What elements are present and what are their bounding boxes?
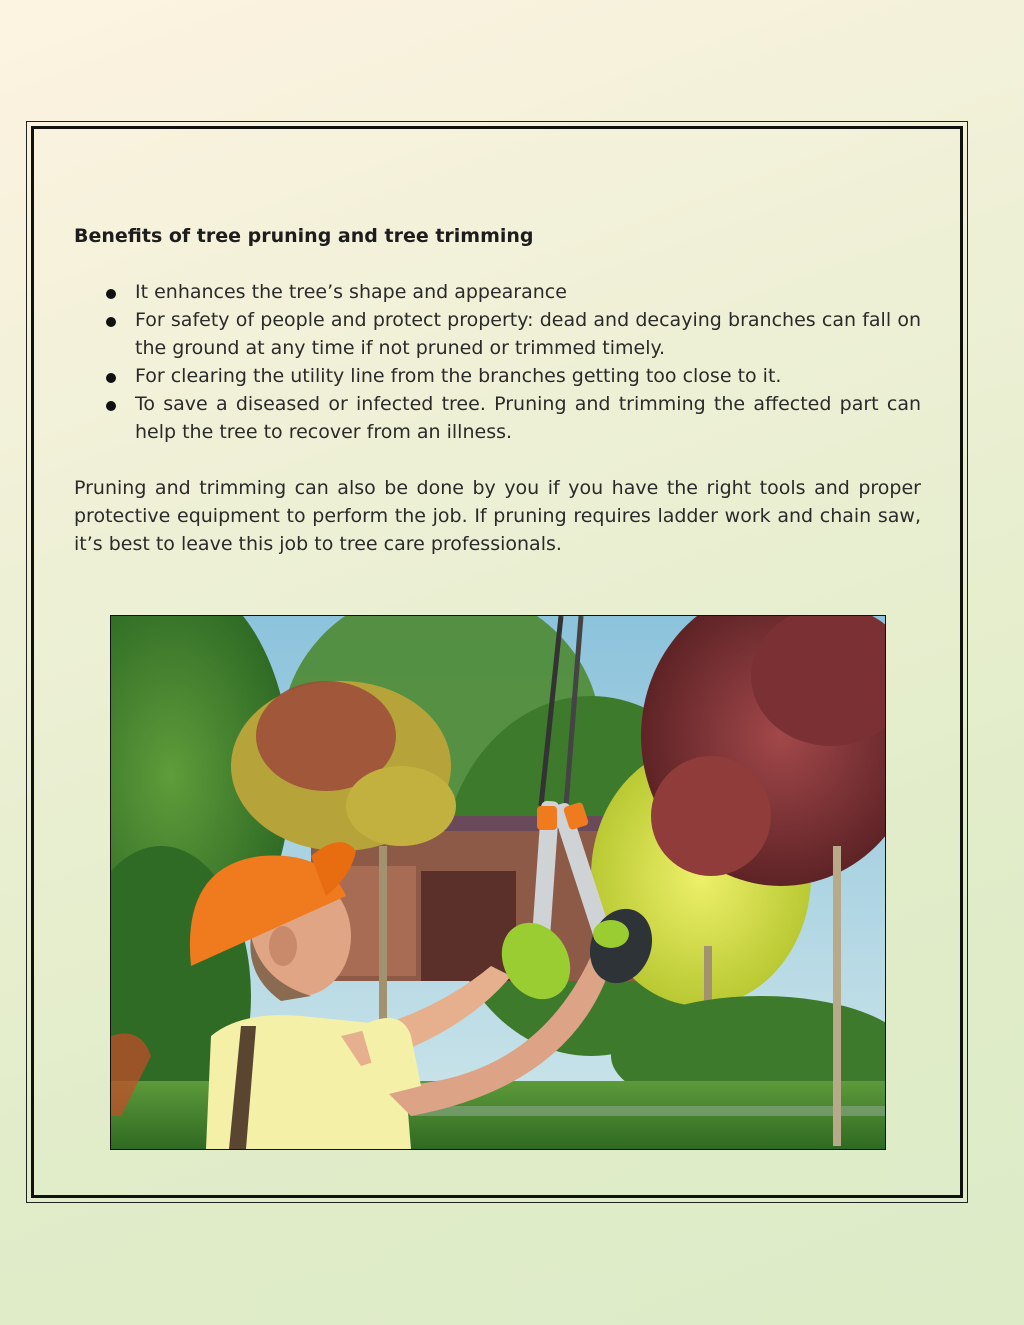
worker-ear	[269, 926, 297, 966]
photo-illustration	[111, 616, 885, 1149]
benefit-text: It enhances the tree’s shape and appearance	[135, 281, 567, 303]
footpath	[411, 1106, 885, 1116]
tree-trunk-right	[833, 846, 841, 1146]
benefit-item	[74, 390, 921, 446]
benefit-text: To save a diseased or infected tree. Pruning and trimming the affected part can help the tree to recover from an illness.	[135, 393, 921, 443]
benefit-item	[74, 362, 921, 390]
worker-glove-right-cuff	[593, 920, 629, 948]
body-paragraph: Pruning and trimming can also be done by you if you have the right tools and proper protective equipment to perform the job. If pruning requires ladder work and chain saw, it’s best to leave this job to tree care professionals.	[74, 477, 921, 555]
shear-grip-left	[537, 806, 557, 830]
section-heading: Benefits of tree pruning and tree trimming	[74, 225, 534, 247]
bullet-icon	[106, 401, 116, 411]
benefit-text: For clearing the utility line from the branches getting too close to it.	[135, 365, 782, 387]
maple-tree-light	[346, 766, 456, 846]
bullet-icon	[106, 373, 116, 383]
benefit-text: For safety of people and protect property: dead and decaying branches can fall on the ground at any time if not pruned or trimmed timely.	[135, 309, 921, 359]
house-door	[421, 871, 516, 981]
tree-pruning-photo	[110, 615, 886, 1150]
red-maple-lower	[651, 756, 771, 876]
bullet-icon	[106, 317, 116, 327]
benefit-item	[74, 306, 921, 362]
document-content	[74, 222, 921, 558]
benefits-list	[74, 278, 921, 446]
benefit-item	[74, 278, 921, 306]
bullet-icon	[106, 289, 116, 299]
